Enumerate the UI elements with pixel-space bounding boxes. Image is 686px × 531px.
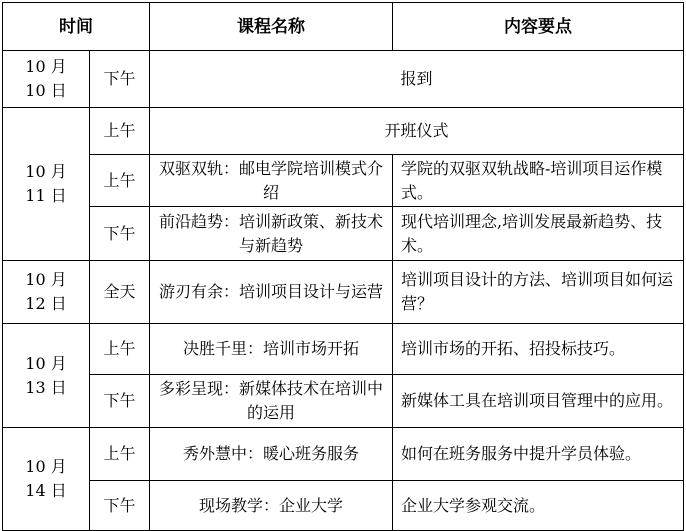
- content-cell: 学院的双驱双轨战略-培训项目运作模式。: [393, 155, 684, 207]
- period-cell: 上午: [90, 428, 150, 481]
- course-cell: 多彩呈现：新媒体技术在培训中的运用: [150, 375, 393, 428]
- content-cell: 培训项目设计的方法、培训项目如何运营？: [393, 261, 684, 324]
- date-cell: [3, 261, 90, 324]
- date-month: 10 月: [25, 270, 67, 289]
- period-cell: 下午: [90, 481, 150, 531]
- header-time: 时间: [3, 3, 150, 51]
- course-cell: 决胜千里：培训市场开拓: [150, 324, 393, 375]
- table-row: [3, 108, 684, 155]
- date-month: 10 月: [25, 353, 67, 373]
- date-day: 14 日: [25, 481, 67, 500]
- course-cell: 前沿趋势：培训新政策、新技术与新趋势: [150, 207, 393, 261]
- period-cell: 上午: [90, 108, 150, 155]
- table-row: [3, 155, 684, 207]
- period-cell: 下午: [90, 207, 150, 261]
- date-cell: [3, 51, 90, 108]
- period-cell: 全天: [90, 261, 150, 324]
- date-day: 10 日: [25, 81, 67, 100]
- table-row: [3, 428, 684, 481]
- date-cell: [3, 324, 90, 428]
- period-cell: 下午: [90, 375, 150, 428]
- period-cell: 上午: [90, 324, 150, 375]
- date-cell: [3, 428, 90, 531]
- content-cell: 新媒体工具在培训项目管理中的应用。: [393, 375, 684, 428]
- table-row: [3, 261, 684, 324]
- table-row: [3, 207, 684, 261]
- period-cell: 下午: [90, 51, 150, 108]
- date-day: 12 日: [25, 294, 67, 313]
- header-row: [3, 3, 684, 51]
- date-cell: [3, 108, 90, 261]
- content-cell: 现代培训理念,培训发展最新趋势、技术。: [393, 207, 684, 261]
- table-row: [3, 481, 684, 531]
- date-month: 10 月: [25, 457, 67, 476]
- date-day: 13 日: [25, 377, 67, 397]
- merged-cell: 开班仪式: [150, 108, 684, 155]
- header-course: 课程名称: [150, 3, 393, 51]
- course-cell: 双驱双轨：邮电学院培训模式介绍: [150, 155, 393, 207]
- table-row: [3, 375, 684, 428]
- content-cell: 企业大学参观交流。: [393, 481, 684, 531]
- content-cell: 培训市场的开拓、招投标技巧。: [393, 324, 684, 375]
- header-content: 内容要点: [393, 3, 684, 51]
- course-cell: 游刃有余：培训项目设计与运营: [150, 261, 393, 324]
- period-cell: 上午: [90, 155, 150, 207]
- date-day: 11 日: [25, 186, 67, 205]
- schedule-table: [2, 2, 684, 531]
- course-cell: 秀外慧中：暖心班务服务: [150, 428, 393, 481]
- course-cell: 现场教学：企业大学: [150, 481, 393, 531]
- merged-cell: 报到: [150, 51, 684, 108]
- table-row: [3, 324, 684, 375]
- date-month: 10 月: [25, 162, 67, 181]
- content-cell: 如何在班务服务中提升学员体验。: [393, 428, 684, 481]
- date-month: 10 月: [25, 57, 67, 76]
- table-row: [3, 51, 684, 108]
